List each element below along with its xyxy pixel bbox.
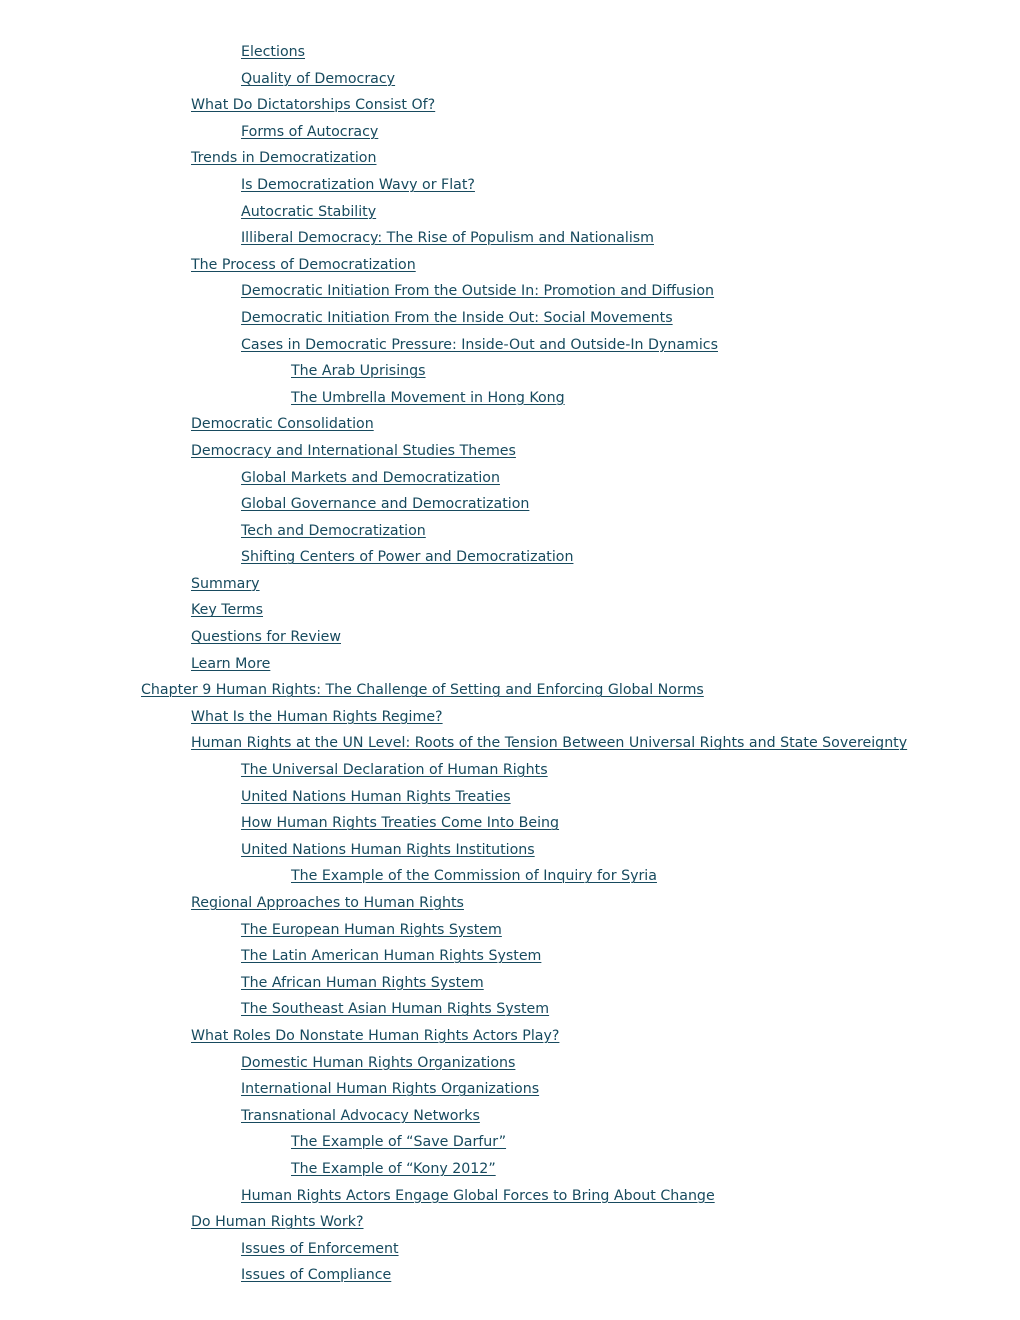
toc-link[interactable]: Global Governance and Democratization bbox=[241, 496, 530, 513]
toc-link[interactable]: Democratic Consolidation bbox=[191, 416, 374, 433]
toc-link[interactable]: The Universal Declaration of Human Rights bbox=[241, 762, 548, 779]
toc-link[interactable]: What Do Dictatorships Consist Of? bbox=[191, 97, 436, 114]
toc-entry bbox=[0, 1049, 1020, 1076]
toc-entry bbox=[0, 1075, 1020, 1102]
toc-link[interactable]: Illiberal Democracy: The Rise of Populism and Nationalism bbox=[241, 230, 654, 247]
toc-link[interactable]: Democracy and International Studies Themes bbox=[191, 442, 516, 459]
toc-link[interactable]: The Example of “Save Darfur” bbox=[291, 1134, 507, 1151]
toc-link[interactable]: Democratic Initiation From the Outside In: Promotion and Diffusion bbox=[241, 283, 715, 300]
toc-entry bbox=[0, 198, 1020, 225]
toc-entry bbox=[0, 783, 1020, 810]
toc-entry bbox=[0, 144, 1020, 171]
toc-entry bbox=[0, 570, 1020, 597]
toc-entry bbox=[0, 916, 1020, 943]
toc-link[interactable]: United Nations Human Rights Treaties bbox=[241, 788, 511, 805]
toc-link[interactable]: Learn More bbox=[191, 655, 271, 672]
toc-link[interactable]: Cases in Democratic Pressure: Inside-Out and Outside-In Dynamics bbox=[241, 336, 718, 353]
toc-link[interactable]: Forms of Autocracy bbox=[241, 123, 379, 140]
toc-link[interactable]: What Is the Human Rights Regime? bbox=[191, 708, 443, 725]
toc-entry bbox=[0, 251, 1020, 278]
toc-entry bbox=[0, 1102, 1020, 1129]
toc-entry bbox=[0, 517, 1020, 544]
toc-link[interactable]: Transnational Advocacy Networks bbox=[241, 1107, 480, 1124]
toc-entry bbox=[0, 1235, 1020, 1262]
toc-link[interactable]: The European Human Rights System bbox=[241, 921, 502, 938]
toc-link[interactable]: Questions for Review bbox=[191, 629, 341, 646]
toc-entry bbox=[0, 889, 1020, 916]
toc-entry bbox=[0, 490, 1020, 517]
toc-entry bbox=[0, 1261, 1020, 1288]
toc-entry bbox=[0, 543, 1020, 570]
toc-link[interactable]: Autocratic Stability bbox=[241, 203, 377, 220]
toc-link[interactable]: Elections bbox=[241, 44, 306, 60]
toc-link[interactable]: Shifting Centers of Power and Democratization bbox=[241, 549, 574, 566]
toc-entry bbox=[0, 224, 1020, 251]
toc-entry bbox=[0, 1208, 1020, 1235]
toc-link[interactable]: Summary bbox=[191, 575, 260, 592]
toc-entry bbox=[0, 277, 1020, 304]
toc-link[interactable]: The Southeast Asian Human Rights System bbox=[241, 1001, 550, 1018]
toc-link[interactable]: Human Rights Actors Engage Global Forces to Bring About Change bbox=[241, 1187, 715, 1204]
toc-link[interactable]: The Process of Democratization bbox=[191, 256, 416, 273]
toc-link[interactable]: Democratic Initiation From the Inside Out: Social Movements bbox=[241, 309, 673, 326]
toc-entry bbox=[0, 942, 1020, 969]
toc-link[interactable]: The Arab Uprisings bbox=[291, 363, 426, 380]
toc-entry bbox=[0, 1155, 1020, 1182]
table-of-contents bbox=[0, 38, 1020, 1288]
toc-link[interactable]: Quality of Democracy bbox=[241, 70, 396, 87]
toc-link[interactable]: The Example of the Commission of Inquiry for Syria bbox=[291, 868, 657, 885]
toc-link[interactable]: The Umbrella Movement in Hong Kong bbox=[291, 389, 565, 406]
toc-link[interactable]: Trends in Democratization bbox=[191, 150, 377, 167]
toc-entry bbox=[0, 596, 1020, 623]
toc-link[interactable]: Chapter 9 Human Rights: The Challenge of Setting and Enforcing Global Norms bbox=[141, 682, 704, 699]
toc-entry bbox=[0, 1182, 1020, 1209]
toc-entry bbox=[0, 756, 1020, 783]
toc-entry bbox=[0, 623, 1020, 650]
toc-link[interactable]: Do Human Rights Work? bbox=[191, 1214, 364, 1231]
toc-link[interactable]: Global Markets and Democratization bbox=[241, 469, 500, 486]
toc-entry bbox=[0, 836, 1020, 863]
toc-link[interactable]: What Roles Do Nonstate Human Rights Actors Play? bbox=[191, 1027, 560, 1044]
toc-link[interactable]: Regional Approaches to Human Rights bbox=[191, 895, 464, 911]
toc-entry bbox=[0, 809, 1020, 836]
toc-link[interactable]: Issues of Compliance bbox=[241, 1267, 392, 1284]
toc-entry bbox=[0, 357, 1020, 384]
toc-entry bbox=[0, 1128, 1020, 1155]
toc-entry bbox=[0, 862, 1020, 889]
toc-entry bbox=[0, 437, 1020, 464]
toc-link[interactable]: International Human Rights Organizations bbox=[241, 1081, 540, 1098]
toc-link[interactable]: Human Rights at the UN Level: Roots of the Tension Between Universal Rights and State Sovereignty bbox=[191, 735, 908, 752]
toc-entry bbox=[0, 729, 1020, 756]
toc-entry bbox=[0, 331, 1020, 358]
toc-link[interactable]: United Nations Human Rights Institutions bbox=[241, 841, 535, 858]
toc-entry bbox=[0, 38, 1020, 65]
toc-link[interactable]: Tech and Democratization bbox=[241, 522, 426, 539]
toc-entry bbox=[0, 171, 1020, 198]
toc-link[interactable]: Domestic Human Rights Organizations bbox=[241, 1054, 516, 1071]
toc-entry bbox=[0, 91, 1020, 118]
toc-link[interactable]: Issues of Enforcement bbox=[241, 1240, 399, 1257]
toc-link[interactable]: How Human Rights Treaties Come Into Being bbox=[241, 815, 560, 832]
toc-entry bbox=[0, 650, 1020, 677]
toc-entry bbox=[0, 676, 1020, 703]
toc-entry bbox=[0, 410, 1020, 437]
toc-link[interactable]: Is Democratization Wavy or Flat? bbox=[241, 176, 475, 193]
toc-entry bbox=[0, 384, 1020, 411]
toc-link[interactable]: The Example of “Kony 2012” bbox=[291, 1160, 496, 1177]
toc-entry bbox=[0, 65, 1020, 92]
toc-entry bbox=[0, 1022, 1020, 1049]
toc-entry bbox=[0, 304, 1020, 331]
toc-entry bbox=[0, 703, 1020, 730]
toc-entry bbox=[0, 464, 1020, 491]
toc-link[interactable]: Key Terms bbox=[191, 602, 264, 619]
toc-link[interactable]: The Latin American Human Rights System bbox=[241, 948, 542, 965]
toc-entry bbox=[0, 969, 1020, 996]
toc-entry bbox=[0, 118, 1020, 145]
toc-link[interactable]: The African Human Rights System bbox=[241, 974, 484, 991]
toc-entry bbox=[0, 995, 1020, 1022]
